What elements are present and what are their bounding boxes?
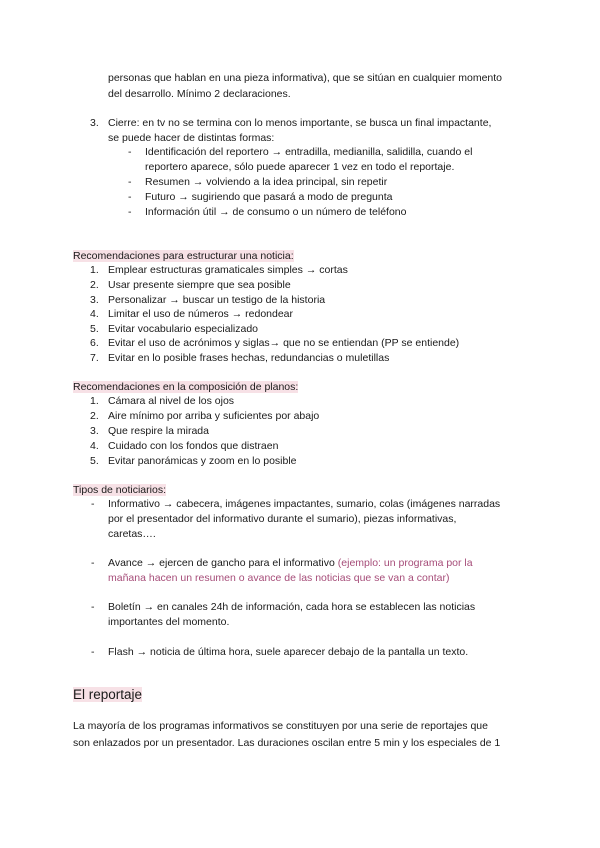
list-item: Identificación del reportero → entradilla, medianilla, salidilla, cuando el <box>145 146 473 158</box>
list-number: 3. <box>90 425 99 437</box>
list-item: Resumen → volviendo a la idea principal, sin repetir <box>145 176 388 188</box>
heading-highlight: Recomendaciones para estructurar una noticia: <box>73 250 294 262</box>
list-number: 4. <box>90 440 99 452</box>
cierre-line: se puede hacer de distintas formas: <box>108 132 275 144</box>
paragraph-line: La mayoría de los programas informativos se constituyen por una serie de reportajes que <box>73 720 488 732</box>
list-number: 5. <box>90 323 99 335</box>
bullet-dash: - <box>128 176 132 188</box>
list-number: 1. <box>90 264 99 276</box>
bullet-dash: - <box>128 191 132 203</box>
avance-example: (ejemplo: un programa por la <box>337 557 473 569</box>
list-item: Informativo → cabecera, imágenes impactantes, sumario, colas (imágenes narradas <box>108 498 501 510</box>
list-number: 3. <box>90 117 99 129</box>
list-number: 4. <box>90 308 99 320</box>
list-number: 7. <box>90 352 99 364</box>
bullet-dash: - <box>91 646 95 658</box>
list-item: Cámara al nivel de los ojos <box>108 395 235 407</box>
list-item: Evitar el uso de acrónimos y siglas→ que no se entiendan (PP se entiende) <box>108 337 460 349</box>
list-number: 2. <box>90 279 99 291</box>
heading-highlight: Recomendaciones en la composición de planos: <box>73 381 299 393</box>
list-item: por el presentador del informativo durante el sumario), piezas informativas, <box>108 513 457 525</box>
paragraph-line: personas que hablan en una pieza informativa), que se sitúan en cualquier momento <box>108 72 503 84</box>
heading-highlight: El reportaje <box>73 687 143 702</box>
list-item <box>108 556 473 570</box>
avance-example: mañana hacen un resumen o avance de las noticias que se van a contar) <box>108 572 450 584</box>
list-number: 3. <box>90 294 99 306</box>
bullet-dash: - <box>128 206 132 218</box>
bullet-dash: - <box>91 557 95 569</box>
list-number: 5. <box>90 455 99 467</box>
section-heading <box>73 483 166 497</box>
bullet-dash: - <box>128 146 132 158</box>
list-item: importantes del momento. <box>108 616 230 628</box>
list-item: Evitar en lo posible frases hechas, redundancias o muletillas <box>108 352 390 364</box>
list-item: Limitar el uso de números → redondear <box>108 308 294 320</box>
list-item: Evitar vocabulario especializado <box>108 323 258 335</box>
list-item: Cuidado con los fondos que distraen <box>108 440 279 452</box>
cierre-line: Cierre: en tv no se termina con lo menos importante, se busca un final impactante, <box>108 117 492 129</box>
list-item: Flash → noticia de última hora, suele aparecer debajo de la pantalla un texto. <box>108 646 469 658</box>
list-item: reportero aparece, sólo puede aparecer 1 vez en todo el reportaje. <box>145 161 455 173</box>
bullet-dash: - <box>91 601 95 613</box>
bullet-dash: - <box>91 498 95 510</box>
list-item: Que respire la mirada <box>108 425 209 437</box>
list-item: Emplear estructuras gramaticales simples → cortas <box>108 264 348 276</box>
list-item: Usar presente siempre que sea posible <box>108 279 291 291</box>
list-item: Futuro → sugiriendo que pasará a modo de pregunta <box>145 191 393 203</box>
list-item: caretas…. <box>108 528 156 540</box>
list-item: Evitar panorámicas y zoom en lo posible <box>108 455 297 467</box>
list-item: Información útil → de consumo o un número de teléfono <box>145 206 407 218</box>
list-number: 6. <box>90 337 99 349</box>
paragraph-line: son enlazados por un presentador. Las duraciones oscilan entre 5 min y los especiales de 1 <box>73 737 501 749</box>
section-heading <box>73 249 294 263</box>
list-item: Personalizar → buscar un testigo de la historia <box>108 294 326 306</box>
paragraph-line: del desarrollo. Mínimo 2 declaraciones. <box>108 88 291 100</box>
section-heading <box>73 380 298 394</box>
heading-highlight: Tipos de noticiarios: <box>73 484 166 496</box>
section-title <box>73 686 142 704</box>
list-number: 1. <box>90 395 99 407</box>
list-number: 2. <box>90 410 99 422</box>
list-item: Aire mínimo por arriba y suficientes por abajo <box>108 410 320 422</box>
avance-text: Avance → ejercen de gancho para el informativo <box>108 557 338 569</box>
list-item: Boletín → en canales 24h de información, cada hora se establecen las noticias <box>108 601 476 613</box>
